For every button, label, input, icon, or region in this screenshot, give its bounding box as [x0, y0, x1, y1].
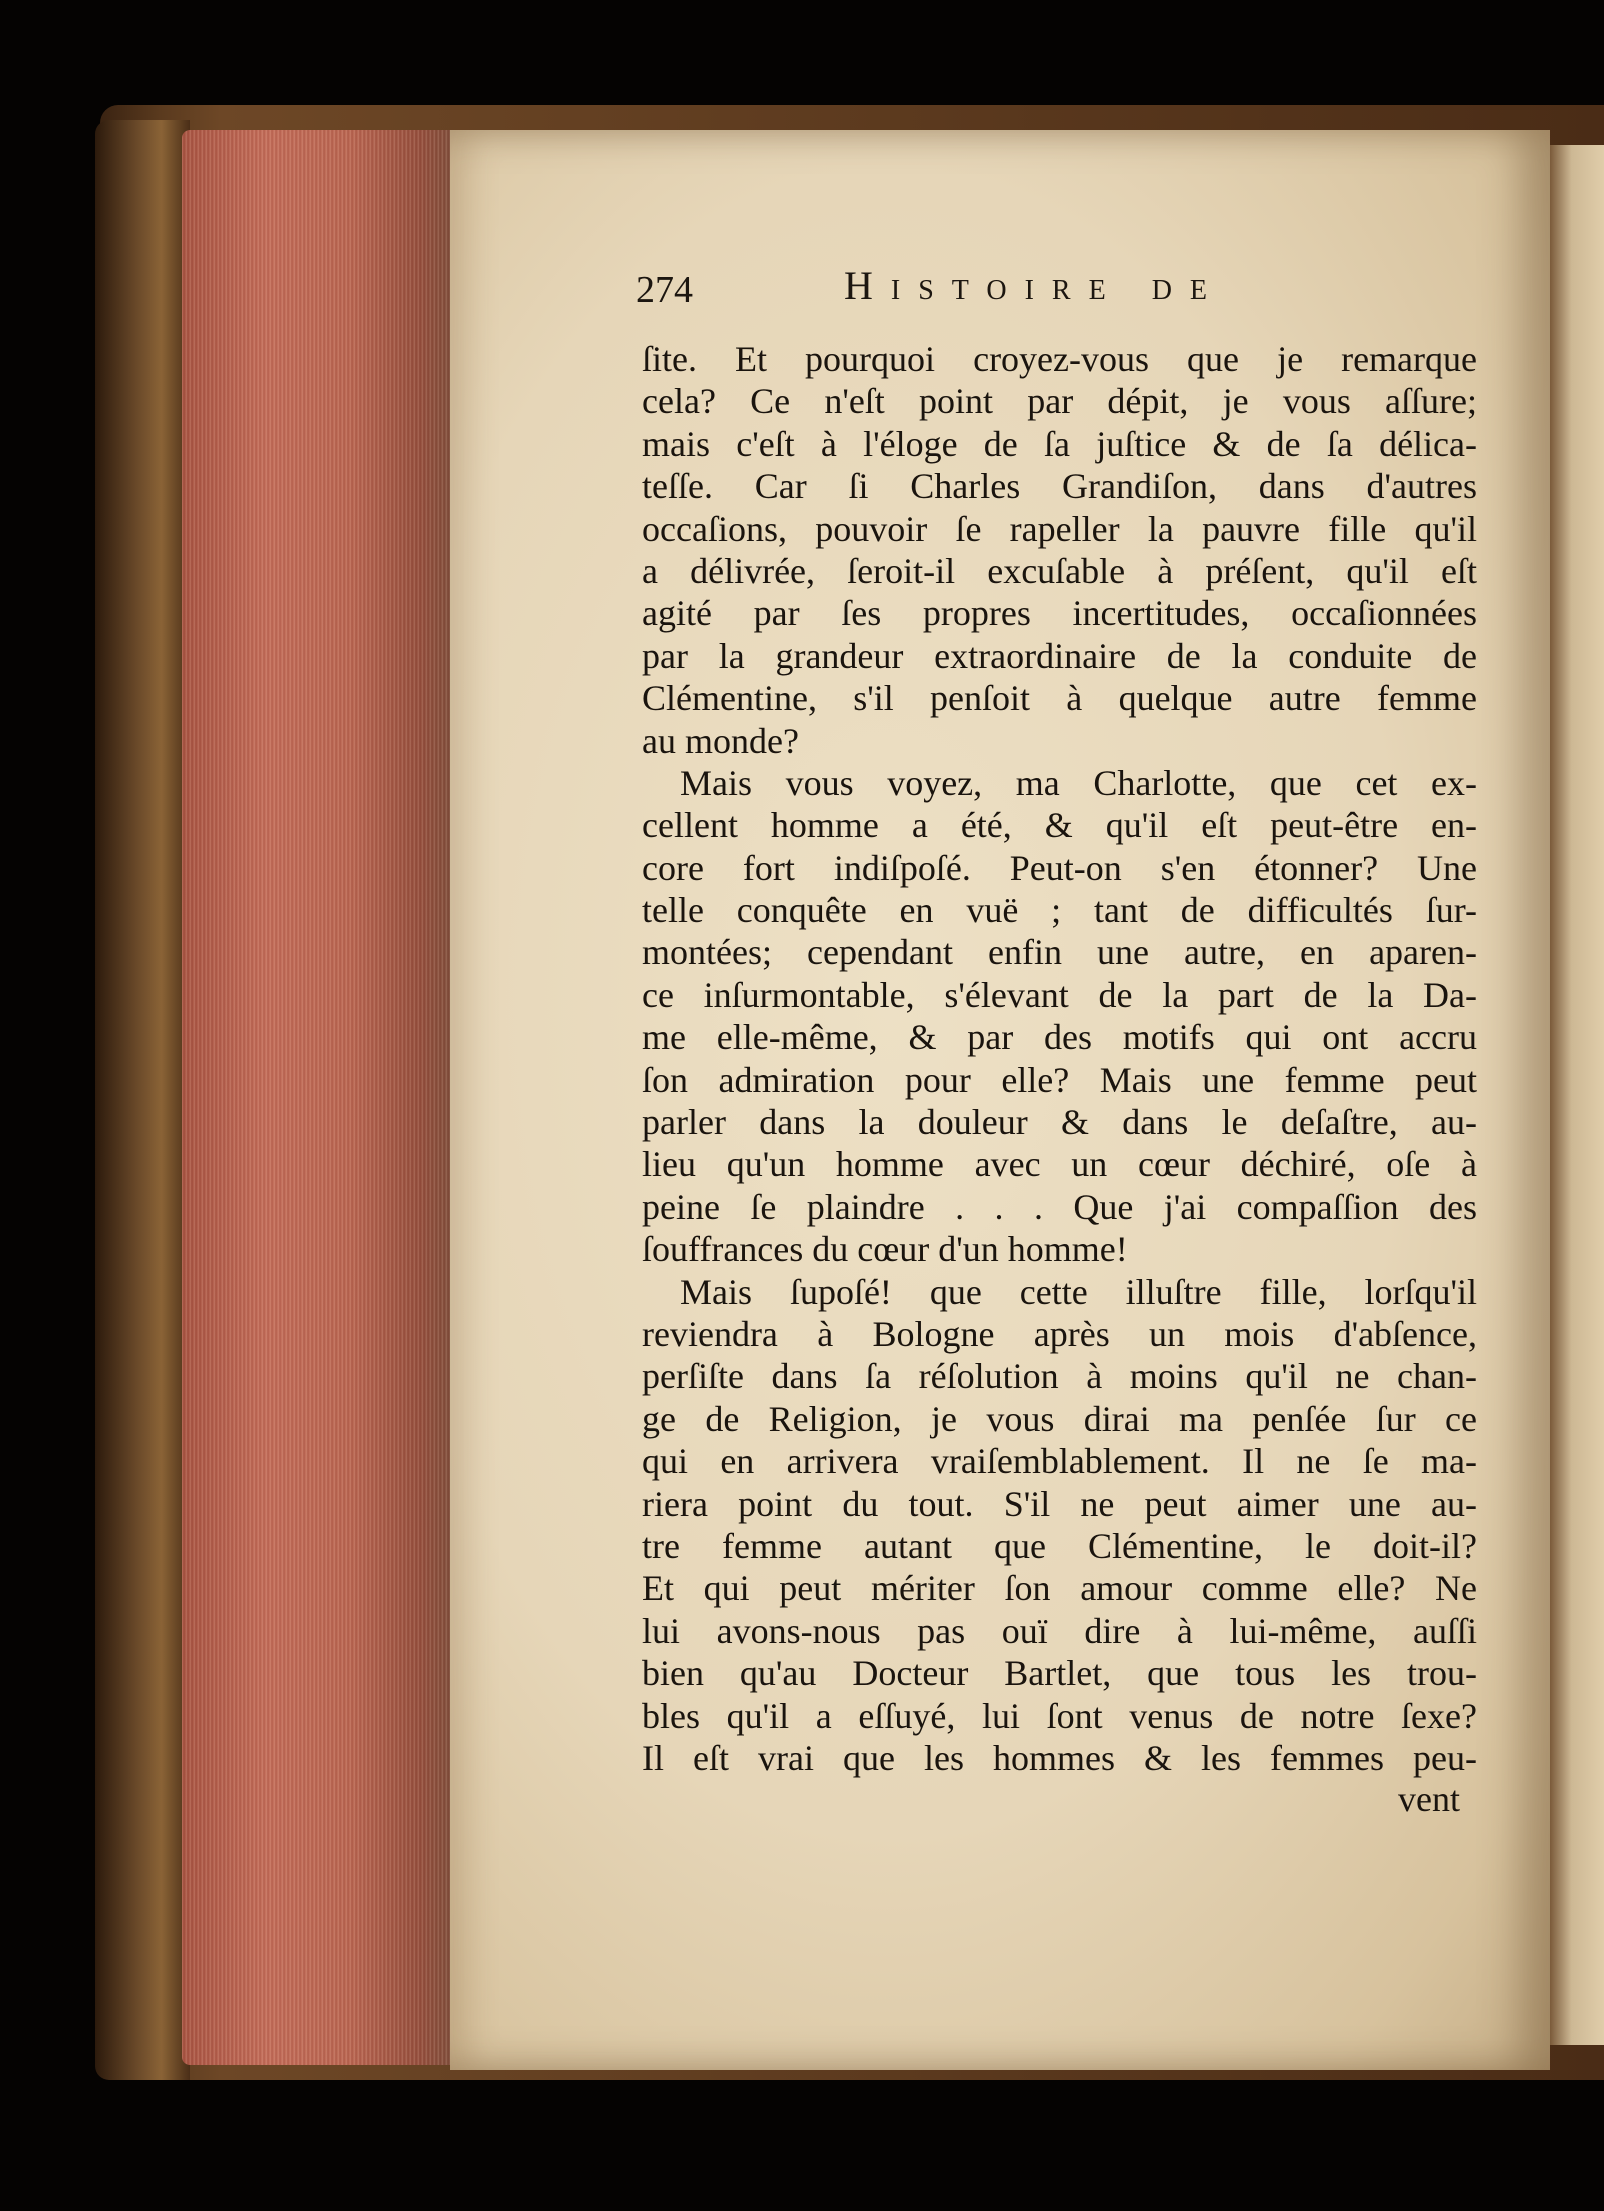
page-edges [182, 130, 462, 2065]
text-line: perſiſte dans ſa réſolution à moins qu'il ne chan- [642, 1356, 1477, 1397]
text-line: telle conquête en vuë ; tant de difficultés ſur- [642, 890, 1477, 931]
running-title: Histoire de [844, 263, 1226, 308]
text-line: me elle-même, & par des motifs qui ont accru [642, 1017, 1477, 1058]
text-line: ſon admiration pour elle? Mais une femme peut [642, 1059, 1477, 1100]
text-line: bien qu'au Docteur Bartlet, que tous les trou- [642, 1653, 1477, 1694]
text-line: reviendra à Bologne après un mois d'abſence, [642, 1313, 1477, 1354]
text-line: Mais vous voyez, ma Charlotte, que cet ex- [680, 762, 1477, 803]
text-line: lui avons-nous pas ouï dire à lui-même, auſſi [642, 1610, 1477, 1651]
text-line: Mais ſupoſé! que cette illuſtre fille, lorſqu'il [680, 1271, 1477, 1312]
catchword: vent [1398, 1779, 1460, 1819]
text-line: lieu qu'un homme avec un cœur déchiré, oſe à [642, 1144, 1477, 1185]
text-line: core fort indiſpoſé. Peut-on s'en étonner? Une [642, 847, 1477, 888]
text-line: Il eſt vrai que les hommes & les femmes peu- [642, 1737, 1477, 1778]
text-line: a délivrée, ſeroit-il excuſable à préſent, qu'il eſt [642, 550, 1477, 591]
text-line: ſouffrances du cœur d'un homme! [642, 1229, 1128, 1270]
text-line: peine ſe plaindre . . . Que j'ai compaſſion des [642, 1186, 1477, 1227]
book-spine-edge [95, 120, 190, 2080]
text-line: riera point du tout. S'il ne peut aimer une au- [642, 1483, 1477, 1524]
page-number: 274 [636, 269, 693, 311]
text-line: parler dans la douleur & dans le deſaſtre, au- [642, 1102, 1477, 1143]
text-line: montées; cependant enfin une autre, en aparen- [642, 932, 1477, 973]
text-line: teſſe. Car ſi Charles Grandiſon, dans d'autres [642, 466, 1477, 507]
text-line: occaſions, pouvoir ſe rapeller la pauvre fille qu'il [642, 508, 1477, 549]
text-line: tre femme autant que Clémentine, le doit-il? [642, 1525, 1477, 1566]
text-line: par la grandeur extraordinaire de la conduite de [642, 635, 1477, 676]
text-line: qui en arrivera vraiſemblablement. Il ne ſe ma- [642, 1441, 1477, 1482]
text-line: ce inſurmontable, s'élevant de la part de la Da- [642, 974, 1477, 1015]
text-line: cela? Ce n'eſt point par dépit, je vous aſſure; [642, 381, 1477, 422]
facing-page-edge [1550, 145, 1604, 2045]
text-line: Clémentine, s'il penſoit à quelque autre femme [642, 678, 1477, 719]
text-line: au monde? [642, 720, 799, 761]
text-line: agité par ſes propres incertitudes, occaſionnées [642, 593, 1477, 634]
text-line: mais c'eſt à l'éloge de ſa juſtice & de ſa délica- [642, 423, 1477, 464]
text-line: bles qu'il a eſſuyé, lui ſont venus de notre ſexe? [642, 1695, 1477, 1736]
text-line: ge de Religion, je vous dirai ma penſée ſur ce [642, 1398, 1477, 1439]
text-line: ſite. Et pourquoi croyez-vous que je remarque [642, 339, 1477, 379]
text-line: cellent homme a été, & qu'il eſt peut-être en- [642, 805, 1477, 846]
text-line: Et qui peut mériter ſon amour comme elle? Ne [642, 1568, 1477, 1609]
body-text [642, 338, 1477, 1779]
